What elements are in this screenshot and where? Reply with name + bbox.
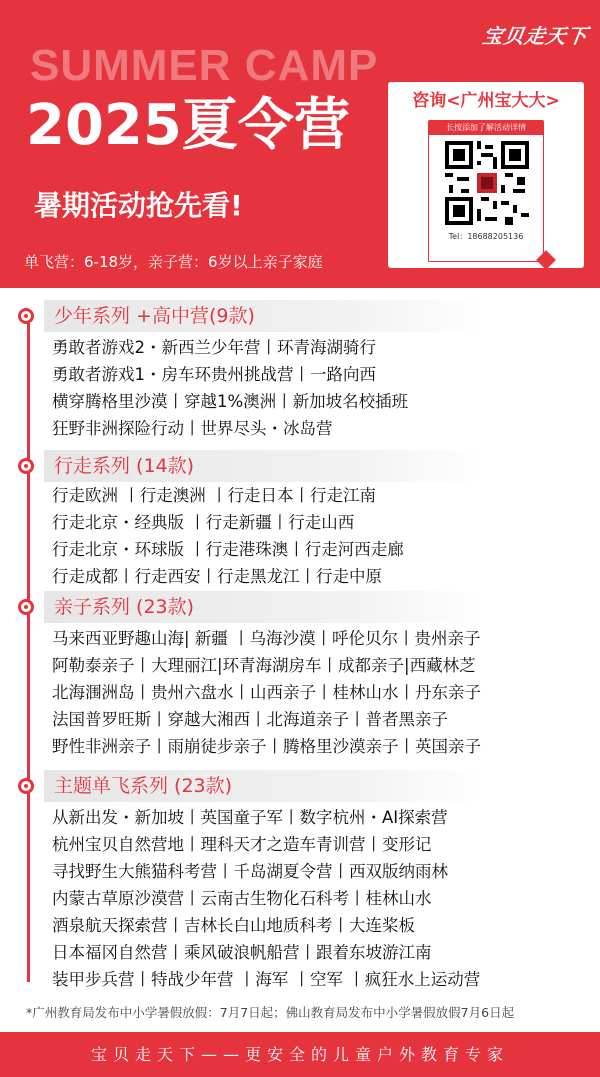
section-title: 亲子系列 (23款)	[44, 591, 484, 623]
list-item: 横穿腾格里沙漠丨穿越1%澳洲丨新加坡名校插班	[52, 392, 409, 411]
list-item: 杭州宝贝自然营地丨理科天才之造车青训营丨变形记	[52, 835, 432, 854]
list-item: 寻找野生大熊猫科考营丨千岛湖夏令营丨西双版纳雨林	[52, 862, 448, 881]
list-item: 装甲步兵营丨特战少年营 丨海军 丨空军 丨疯狂水上运动营	[52, 970, 481, 989]
section-title: 行走系列 (14款)	[44, 450, 484, 482]
timeline-line	[27, 312, 30, 982]
qr-phone: Tel：18688205136	[448, 232, 524, 241]
list-item: 日本福冈自然营丨乘风破浪帆船营丨跟着东坡游江南	[52, 943, 432, 962]
qr-title: 咨询<广州宝大大>	[412, 91, 560, 111]
age-info: 单飞营：6-18岁，亲子营：6岁以上亲子家庭	[24, 253, 323, 271]
list-item: 内蒙古草原沙漠营丨云南古生物化石科考丨桂林山水	[52, 889, 432, 908]
section-items	[52, 482, 404, 590]
background-title: SUMMER CAMP	[30, 41, 379, 90]
list-item: 北海涠洲岛丨贵州六盘水丨山西亲子丨桂林山水丨丹东亲子	[52, 683, 481, 702]
section-title: 主题单飞系列 (23款)	[44, 770, 484, 802]
qr-frame	[428, 134, 544, 262]
list-item: 勇敢者游戏2・新西兰少年营丨环青海湖骑行	[52, 338, 376, 357]
qr-code[interactable]	[445, 141, 529, 225]
header-banner	[0, 0, 600, 288]
list-item: 阿勒泰亲子丨大理丽江|环青海湖房车丨成都亲子|西藏林芝	[52, 656, 476, 675]
timeline-dot-icon	[18, 599, 34, 615]
list-item: 法国普罗旺斯丨穿越大湘西丨北海道亲子丨普者黑亲子	[52, 710, 448, 729]
list-item: 酒泉航天探索营丨吉林长白山地质科考丨大连桨板	[52, 916, 415, 935]
qr-card	[388, 82, 584, 268]
qr-banner: 长按添加了解活动详情	[428, 120, 544, 136]
list-item: 行走欧洲 丨行走澳洲 丨行走日本丨行走江南	[52, 486, 376, 505]
list-item: 行走北京・环球版 丨行走港珠澳丨行走河西走廊	[52, 540, 404, 559]
list-item: 从新出发・新加坡丨英国童子军丨数字杭州・AI探索营	[52, 808, 448, 827]
timeline-dot-icon	[18, 308, 34, 324]
page-subtitle: 暑期活动抢先看!	[34, 189, 243, 222]
section-items	[52, 625, 481, 760]
list-item: 野性非洲亲子丨雨崩徒步亲子丨腾格里沙漠亲子丨英国亲子	[52, 737, 481, 756]
list-item: 勇敢者游戏1・房车环贵州挑战营丨一路向西	[52, 365, 376, 384]
list-item: 行走北京・经典版 丨行走新疆丨行走山西	[52, 513, 355, 532]
page-title: 2025夏令营	[26, 93, 350, 158]
qr-corner-decoration	[536, 250, 556, 270]
list-item: 狂野非洲探险行动丨世界尽头・冰岛营	[52, 419, 333, 438]
list-item: 行走成都丨行走西安丨行走黑龙江丨行走中原	[52, 567, 382, 586]
section-items	[52, 804, 480, 993]
footer-slogan: 宝贝走天下——更安全的儿童户外教育专家	[0, 1032, 600, 1077]
brand-logo: 宝贝走天下	[481, 24, 590, 48]
section-items	[52, 334, 408, 442]
section-title: 少年系列 +高中营(9款)	[44, 300, 484, 332]
list-item: 马来西亚野趣山海| 新疆 丨乌海沙漠丨呼伦贝尔丨贵州亲子	[52, 629, 481, 648]
timeline-dot-icon	[18, 458, 34, 474]
timeline-dot-icon	[18, 778, 34, 794]
footnote: *广州教育局发布中小学暑假放假：7月7日起；佛山教育局发布中小学暑假放假7月6日起	[26, 1005, 515, 1020]
